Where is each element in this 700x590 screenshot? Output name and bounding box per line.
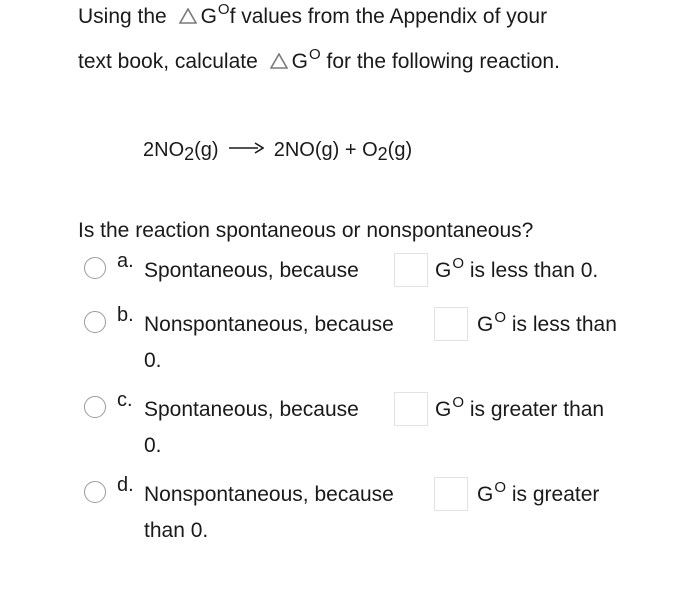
question-text: for the following reaction. [326, 50, 560, 73]
state: (g) [387, 139, 413, 161]
question-text: f values from the Appendix of your [229, 5, 548, 28]
subscript: 2 [377, 144, 388, 164]
gibbs-symbol: G [200, 5, 217, 28]
option-text: Nonspontaneous, because [144, 483, 394, 506]
option-text-wrap: than 0. [144, 519, 209, 542]
radio-button[interactable] [84, 257, 106, 279]
option-text: Spontaneous, because [144, 259, 359, 282]
option-letter: a. [117, 250, 134, 272]
option-letter: d. [117, 474, 134, 496]
standard-state-superscript: O [308, 46, 321, 63]
option-text: $G^O$ is less than [477, 309, 617, 336]
products: 2NO(g) + O [273, 139, 378, 161]
delta-triangle-icon [179, 8, 197, 24]
option-letter: b. [117, 304, 134, 326]
radio-button[interactable] [84, 481, 106, 503]
question-line-1 [78, 1, 548, 32]
option-text-wrap: 0. [144, 349, 162, 372]
standard-state-superscript: O [217, 1, 230, 18]
radio-button[interactable] [84, 396, 106, 418]
blank-box [394, 392, 428, 426]
option-text: $G^O$ is greater than [435, 394, 605, 421]
option-text: Spontaneous, because [144, 398, 359, 421]
delta-triangle-icon [270, 53, 288, 69]
question-text: Using the [78, 5, 167, 28]
question-line-2 [78, 46, 560, 77]
option-text: Nonspontaneous, because [144, 313, 394, 336]
question-text: text book, calculate [78, 50, 258, 73]
reaction-equation [143, 137, 412, 163]
question-prompt: Is the reaction spontaneous or nonspontaneous? [78, 219, 534, 242]
radio-button[interactable] [84, 311, 106, 333]
option-text: $G^O$ is less than 0. [435, 255, 599, 282]
blank-box [394, 253, 428, 287]
gibbs-symbol: G [291, 50, 308, 73]
subscript: 2 [184, 144, 195, 164]
blank-box [434, 477, 468, 511]
option-text: $G^O$ is greater [477, 479, 600, 506]
state: (g) [194, 139, 219, 161]
reactant: 2NO [143, 139, 185, 161]
blank-box [434, 307, 468, 341]
option-text-wrap: 0. [144, 434, 162, 457]
option-letter: c. [117, 389, 133, 411]
reaction-arrow-icon [228, 141, 264, 155]
